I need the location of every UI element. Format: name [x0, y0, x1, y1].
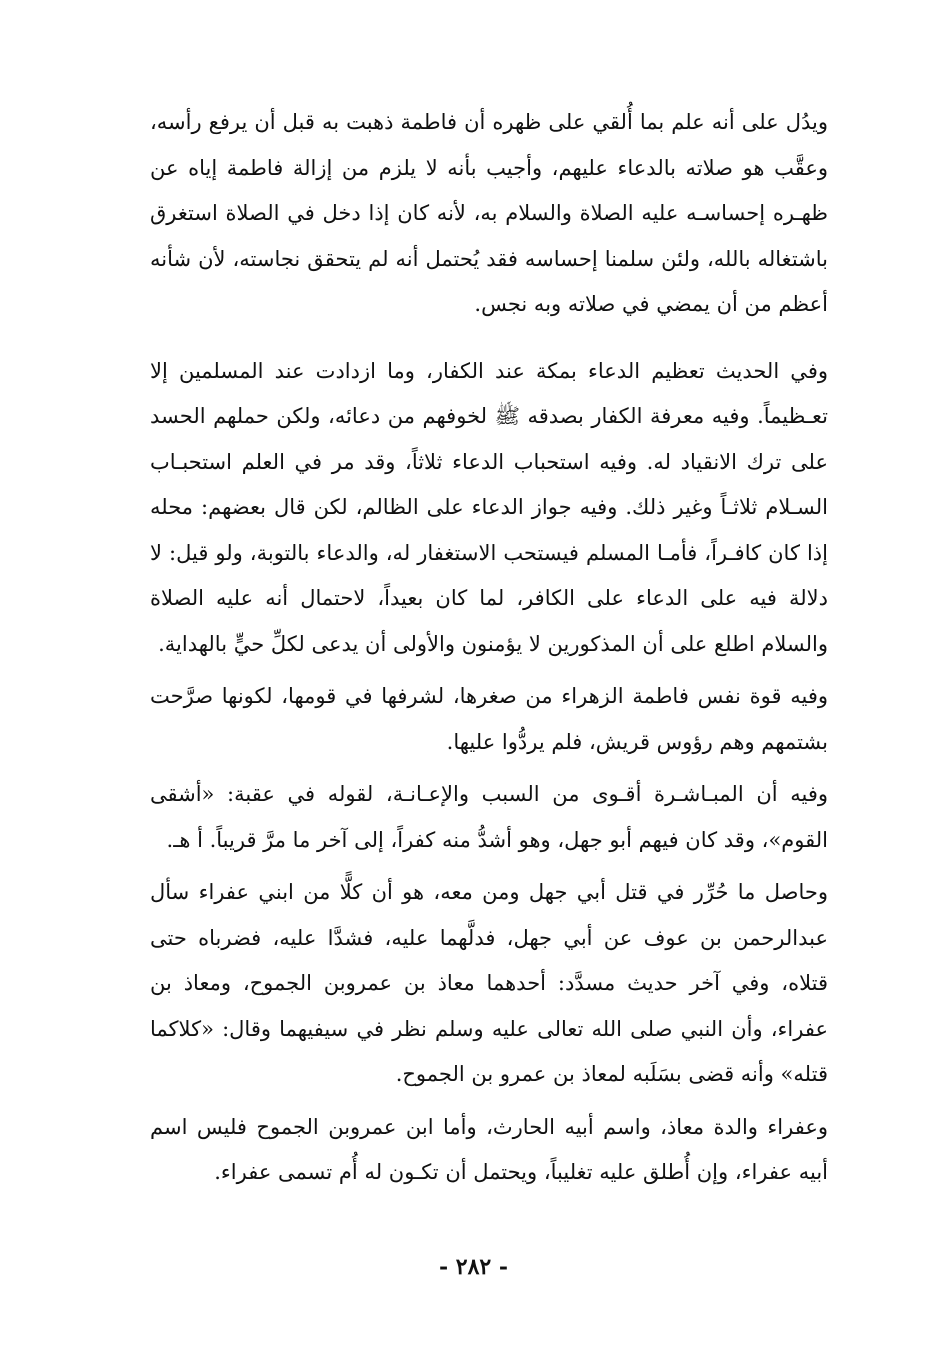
paragraph-1: ويدُل على أنه علم بما أُلقي على ظهره أن فاطمة ذهبت به قبل أن يرفع رأسه، وعقَّب هو صلاته بالدعاء عليهم، وأجيب بأنه لا يلزم من إزالة فاطمة إياه عن ظهـره إحساسـه عليه الصلاة والسلام به، لأنه كان إذا دخل في الصلاة استغرق باشتغاله بالله، ولئن سلمنا إحساسه فقد يُحتمل أنه لم يتحقق نجاسته، لأن شأنه أعظم من أن يمضي في صلاته وبه نجس. — [150, 110, 828, 316]
body-text — [150, 100, 828, 1196]
paragraph-4: وفيه أن المبـاشـرة أقـوى من السبب والإعـانـة، لقوله في عقبة: «أشقى القوم»، وقد كان فيهم أبو جهل، وهو أشدُّ منه كفراً، إلى آخر ما مرَّ قريباً. أ هـ. — [150, 782, 828, 852]
paragraph-2: وفي الحديث تعظيم الدعاء بمكة عند الكفار، وما ازدادت عند المسلمين إلا تعـظيماً. وفيه معرفة الكفار بصدقه ﷺ لخوفهم من دعائه، ولكن حملهم الحسد على ترك الانقياد له. وفيه استحباب الدعاء ثلاثاً، وقد مر في العلم استحبـاب السـلام ثلاثـاً وغير ذلك. وفيه جواز الدعاء على الظالم، لكن قال بعضهم: محله إذا كان كافـراً، فأمـا المسلم فيستحب الاستغفار له، والدعاء بالتوبة، ولو قيل: لا دلالة فيه على الدعاء على الكافر، لما كان بعيداً، لاحتمال أنه عليه الصلاة والسلام اطلع على أن المذكورين لا يؤمنون والأولى أن يدعى لكلِّ حيٍّ بالهداية. — [150, 358, 828, 656]
paragraph-3: وفيه قوة نفس فاطمة الزهراء من صغرها، لشرفها في قومها، لكونها صرَّحت بشتمهم وهم رؤوس قريش، فلم يردُّوا عليها. — [150, 684, 829, 754]
paragraph-5: وحاصل ما حُرِّر في قتل أبي جهل ومن معه، هو أن كلًّا من ابني عفراء سأل عبدالرحمن بن عوف عن أبي جهل، فدلَّهما عليه، فشدَّا عليه، فضرباه حتى قتلاه، وفي آخر حديث مسدَّد: أحدهما معاذ بن عمروبن الجموح، ومعاذ بن عفراء، وأن النبي صلى الله تعالى عليه وسلم نظر في سيفيهما وقال: «كلاكما قتله» وأنه قضى بسَلَبه لمعاذ بن عمرو بن الجموح. — [150, 880, 828, 1086]
paragraph-6: وعفراء والدة معاذ، واسم أبيه الحارث، وأما ابن عمروبن الجموح فليس اسم أبيه عفراء، وإن أُطلق عليه تغليباً، ويحتمل أن تكـون له أُم تسمى عفراء. — [150, 1114, 828, 1184]
page-number: - ٢٨٢ - — [438, 1254, 509, 1280]
